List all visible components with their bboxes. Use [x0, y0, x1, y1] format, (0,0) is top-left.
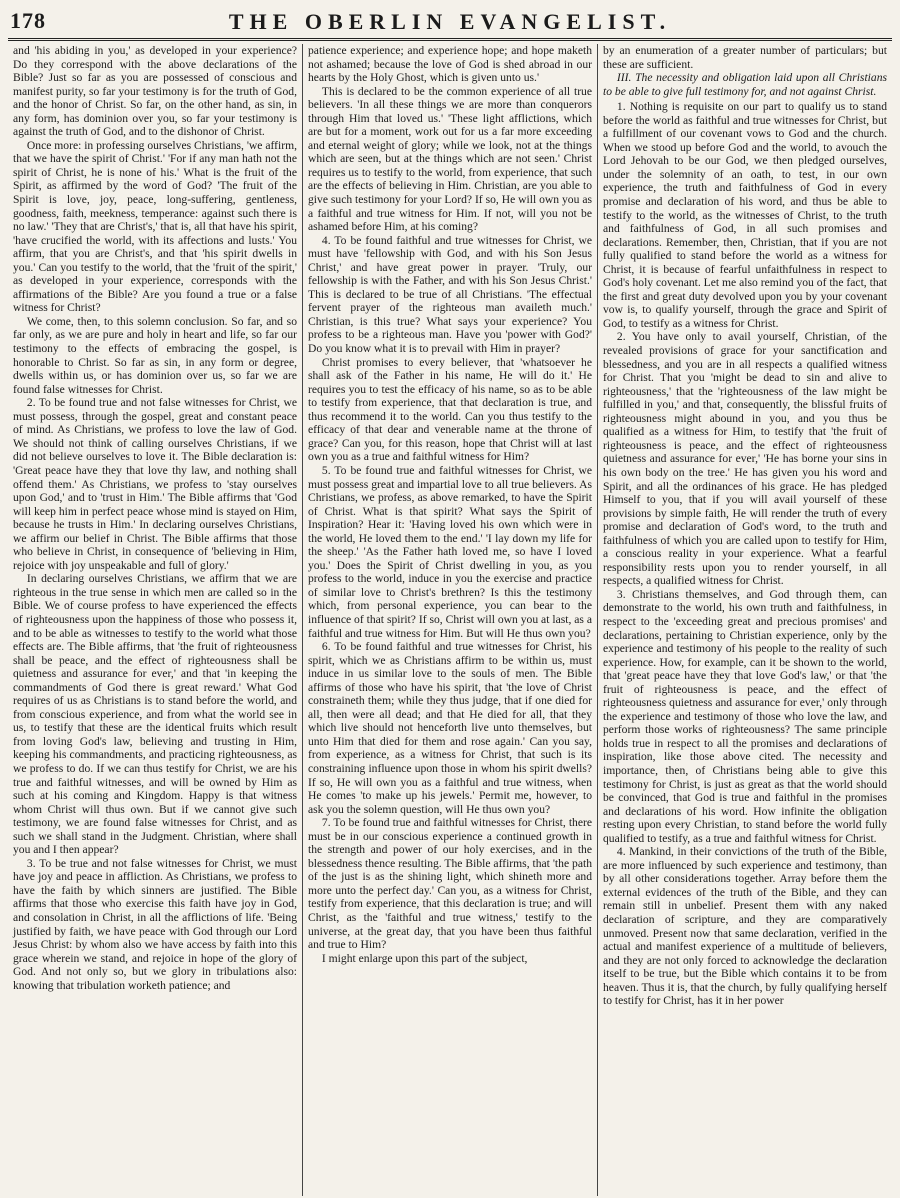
paragraph: 3. Christians themselves, and God through them, can demonstrate to the world, his own truth and faithfulness, in respect to the 'exceeding great and precious promises' and declarations, pertaining to Christian experience, only by the experience and testimony of his people to the reality of such experience. How, for example, can it be shown to the world, that 'great peace have they that love God's law,' or that 'the fruit of righteousness is peace, and the effect of righteousness quietness and assurance for ever,' only through the experience and testimony of those who love the law, and perform those works of righteousness? The same principle holds true in respect to all the promises and declarations of inspiration, like those above cited. The necessity and importance, then, of Christians being able to give this testimony for Christ, is just as great as that the world should be convinced, that God is true and faithful in the promises and declarations of his word. How infinite the obligation resting upon every Christian, to stand before the world fully qualified to testify, as a true and faithful witness for Christ.	[603, 587, 887, 845]
column-3	[597, 44, 892, 1196]
paragraph: We come, then, to this solemn conclusion. So far, and so far only, as we are pure and holy in heart and life, so far our testimony to the effects of embracing the gospel, is honorable to Christ. So far as sin, in any form or degree, dwells within us, or has dominion over us, so far we are found false witnesses for Christ.	[13, 314, 297, 396]
column-1	[8, 44, 302, 1196]
paragraph: I might enlarge upon this part of the subject,	[321, 951, 528, 965]
paragraph: and 'his abiding in you,' as developed in your experience? Do they correspond with the above declarations of the Bible? Just so far as you are possessed of conscious and manifest purity, so far your testimony is for the truth of God, and the honor of Christ. So far, on the other hand, as sin, in any form, has dominion over you, so far your testimony is against the truth of God, and to the dishonor of Christ.	[13, 44, 297, 139]
paragraph: Christ promises to every believer, that 'whatsoever he shall ask of the Father in his name, He will do it.' He requires you to test the efficacy of his name, so as to be able to testify from experience, that that declaration is true, and thus recommend it to the world. Can you thus testify to the efficacy of that dear and venerable name at the throne of grace? Can you, for this reason, hope that Christ will at last own you as a true and faithful witness for Him?	[308, 355, 592, 464]
section-heading: III. The necessity and obligation laid upon all Christians to be able to give full testimony for, and not against Christ.	[603, 71, 887, 98]
paragraph: 6. To be found faithful and true witnesses for Christ, his spirit, which we as Christians affirm to be within us, must induce in us similar love to the souls of men. The Bible affirms of those who have his spirit, that 'the love of Christ constraineth them; while they thus judge, that if one died for all, then were all dead; and that He died for all, that they which live should not henceforth live unto themselves, but unto Him that died for them and rose again.' Can you say, from experience, as a witness for Christ, that such is its constraining influence upon those in whom his spirit dwells? If so, He will own you as a faithful and true witness, when He comes 'to make up his jewels.' Permit me, however, to ask you the solemn question, will He thus own you?	[308, 640, 592, 816]
paragraph: 5. To be found true and faithful witnesses for Christ, we must possess great and impartial love to all true believers. As Christians, we profess, as above remarked, to have the Spirit of Christ. What is that spirit? What says the Spirit of Inspiration? Hear it: 'Having loved his own which were in the world, He loved them to the end.' 'I lay down my life for the sheep.' 'As the Father hath loved me, so have I loved you.' Does the Spirit of Christ dwelling in you, as you profess to the world, induce in you the exercise and practice of similar love to Christ's brethren? Is this the testimony which, from personal experience, you can bear to the influence of that spirit? If so, Christ will own you at last, as a faithful and true witness for Him. But will He thus own you?	[308, 463, 592, 640]
paragraph: 2. You have only to avail yourself, Christian, of the revealed provisions of grace for your sanctification and blessedness, and you are in all respects a qualified witness for Christ. That you 'might be dead to sin and alive to righteousness,' that the 'righteousness of the law might be fulfilled in you,' and that, consequently, the blissful fruits of righteousness might abound in you, and you thus be qualified as a witness for Him, to testify that 'the fruit of righteousness is peace, and the effect of righteousness quietness and assurance for ever,' 'He has borne your sins in his own body on the tree.' He has given you his word and Spirit, and all the ordinances of his grace. He has pledged Himself to you, that if you will avail yourself of these provisions by simple faith, He will render the truth of every promise and declaration of God's word, to the truth and faithfulness of which you are called upon to testify for Him, a conscious reality in your experience. What a fearful responsibility rests upon you to render yourself, in all respects, a qualified witness for Christ.	[603, 330, 887, 588]
paragraph: by an enumeration of a greater number of particulars; but these are sufficient.	[603, 44, 887, 71]
paragraph: 4. To be found faithful and true witnesses for Christ, we must have 'fellowship with God, and with his Son Jesus Christ,' and have great power in prayer. 'Truly, our fellowship is with the Father, and with his Son Jesus Christ.' This is declared to be true of all Christians. 'The effectual fervent prayer of the righteous man availeth much.' Christian, is this true? What says your experience? You profess to be a righteous man. Have you 'power with God?' Do you know what it is to prevail with Him in prayer?	[308, 233, 592, 356]
publication-title: THE OBERLIN EVANGELIST.	[228, 9, 672, 34]
paragraph: 1. Nothing is requisite on our part to qualify us to stand before the world as faithful and true witnesses for Christ, but a fulfillment of our covenant vows to God and the church. When we stood up before God and the world, to avouch the Lord Jehovah to be our God, we then pledged ourselves, under the solemnity of an oath, to test, in our own experience, the truth and faithfulness of God in every promise and declaration of his word, and thus be able to testify to the world, as the witnesses of Christ, to the truth and faithfulness of God, in all such promises and declarations. Remember, then, Christian, that if you are not fully qualified to stand before the world as a witness for Christ, it is because of fearful unfaithfulness in respect to God's holy covenant. Let me also remind you of the fact, that the first and great duty devolved upon you by your covenant vow is, to qualify yourself, through the grace and Spirit of God, to testify as a witness for Christ.	[603, 100, 887, 330]
column-2	[302, 44, 597, 1196]
paragraph: 3. To be true and not false witnesses for Christ, we must have joy and peace in affliction. As Christians, we profess to have the faith by which sinners are justified. The Bible affirms that those who exercise this faith have joy in God, and consolation in Christ, in all the afflictions of life. 'Being justified by faith, we have peace with God through our Lord Jesus Christ: by whom also we have access by faith into this grace wherein we stand, and rejoice in hope of the glory of God. And not only so, but we glory in tribulations also: knowing that tribulation worketh patience; and	[13, 856, 297, 992]
paragraph: Once more: in professing ourselves Christians, 'we affirm, that we have the spirit of Christ.' 'For if any man hath not the spirit of Christ, he is none of his.' What is the fruit of the Spirit, as affirmed by the word of God? 'The fruit of the Spirit is love, joy, peace, long-suffering, gentleness, goodness, faith, meekness, temperance: against such there is no law.' 'They that are Christ's,' that is, all that have his spirit, 'have crucified the world, with its affections and lusts.' You affirm, that you are Christ's, and that 'his spirit dwells in you.' Can you testify to the world, that the 'fruit of the spirit,' as developed in your experience, corresponds with the affirmations of the Bible? Are you found a true or a false witness for Christ?	[13, 138, 297, 315]
paragraph: 2. To be found true and not false witnesses for Christ, we must possess, through the gospel, great and constant peace of mind. As Christians, we profess to love the law of God. We should not think of calling ourselves Christians, if we did not believe ourselves to love it. The Bible declaration is: 'Great peace have they that love thy law, and nothing shall offend them.' As Christians, we profess to 'stay ourselves upon God,' and to 'trust in Him.' The Bible affirms that 'God will keep him in perfect peace whose mind is stayed on Him, because he trusts in Him.' In declaring ourselves Christians, we affirm our belief in Christ. The Bible affirms that those who believe in Christ, in consequence of 'believing in Him, rejoice with joy unspeakable and full of glory.'	[13, 396, 297, 572]
paragraph: This is declared to be the common experience of all true believers. 'In all these things we are more than conquerors through Him that loved us.' 'These light afflictions, which are but for a moment, work out for us a far more exceeding and eternal weight of glory; while we look, not at the things which are seen, but at the things which are not seen.' Christ requires us to testify to the world, from experience, that such are the effects of believing in Him. Christian, are you able to give such testimony for your Lord? If so, He will own you as a faithful and true witness for Him. If not, will you not be ashamed before Him, at his coming?	[308, 84, 592, 234]
article-columns	[8, 44, 892, 1196]
paragraph: patience experience; and experience hope; and hope maketh not ashamed; because the love of God is shed abroad in our hearts by the Holy Ghost, which is given unto us.'	[308, 44, 592, 85]
page-number: 178	[10, 8, 46, 33]
paragraph: 7. To be found true and faithful witnesses for Christ, there must be in our conscious experience a continued growth in the strength and power of our holy exercises, and in the blessedness thence resulting. The Bible affirms, that 'the path of the just is as the shining light, which shineth more and more unto the perfect day.' Can you, as a witness for Christ, testify from experience, that this declaration is true; and will Christ, as the 'faithful and true witness,' testify to the universe, at the great day, that you have been thus faithful and true to Him?	[308, 816, 592, 952]
paragraph: 4. Mankind, in their convictions of the truth of the Bible, are more influenced by such experience and testimony, than by all other considerations together. Array before them the external evidences of the truth of the Bible, and they can remain still in unbelief. Present them with any naked declaration of scripture, and they are comparatively unmoved. Present now that same declaration, verified in the actual and manifest experience of a multitude of believers, and they are not only forced to acknowledge the declaration itself to be true, but the Bible which contains it to be from heaven. Thus it is, that the church, by fully qualifying herself to testify for Christ, has it in her power	[603, 845, 887, 1008]
paragraph: In declaring ourselves Christians, we affirm that we are righteous in the true sense in which men are called so in the Bible. We of course profess to have experienced the effects of righteousness upon the happiness of those who possess it, and to be able as witnesses to testify to the world what those effects are. The Bible affirms, that 'the fruit of righteousness shall be peace, and the effect of righteousness shall be quietness and assurance for ever,' and that 'in keeping the commandments of God there is great reward.' What God requires of us as Christians is to stand before the world, and from conscious experience, and from what the world see in us, to testify that these are the identical fruits which result from loving God's law, believing and trusting in Him, keeping his commandments, and practicing righteousness, as we profess to do. If we can thus testify for Christ, we are his true and faithful witnesses, and will be owned by Him as such at his coming and Kingdom. Happy is that witness whom Christ will thus own. But if we cannot give such testimony, we are found false witnesses for Christ, and as such we shall stand in the Judgment. Christian, where shall you and I then appear?	[13, 572, 297, 857]
masthead	[8, 6, 892, 41]
